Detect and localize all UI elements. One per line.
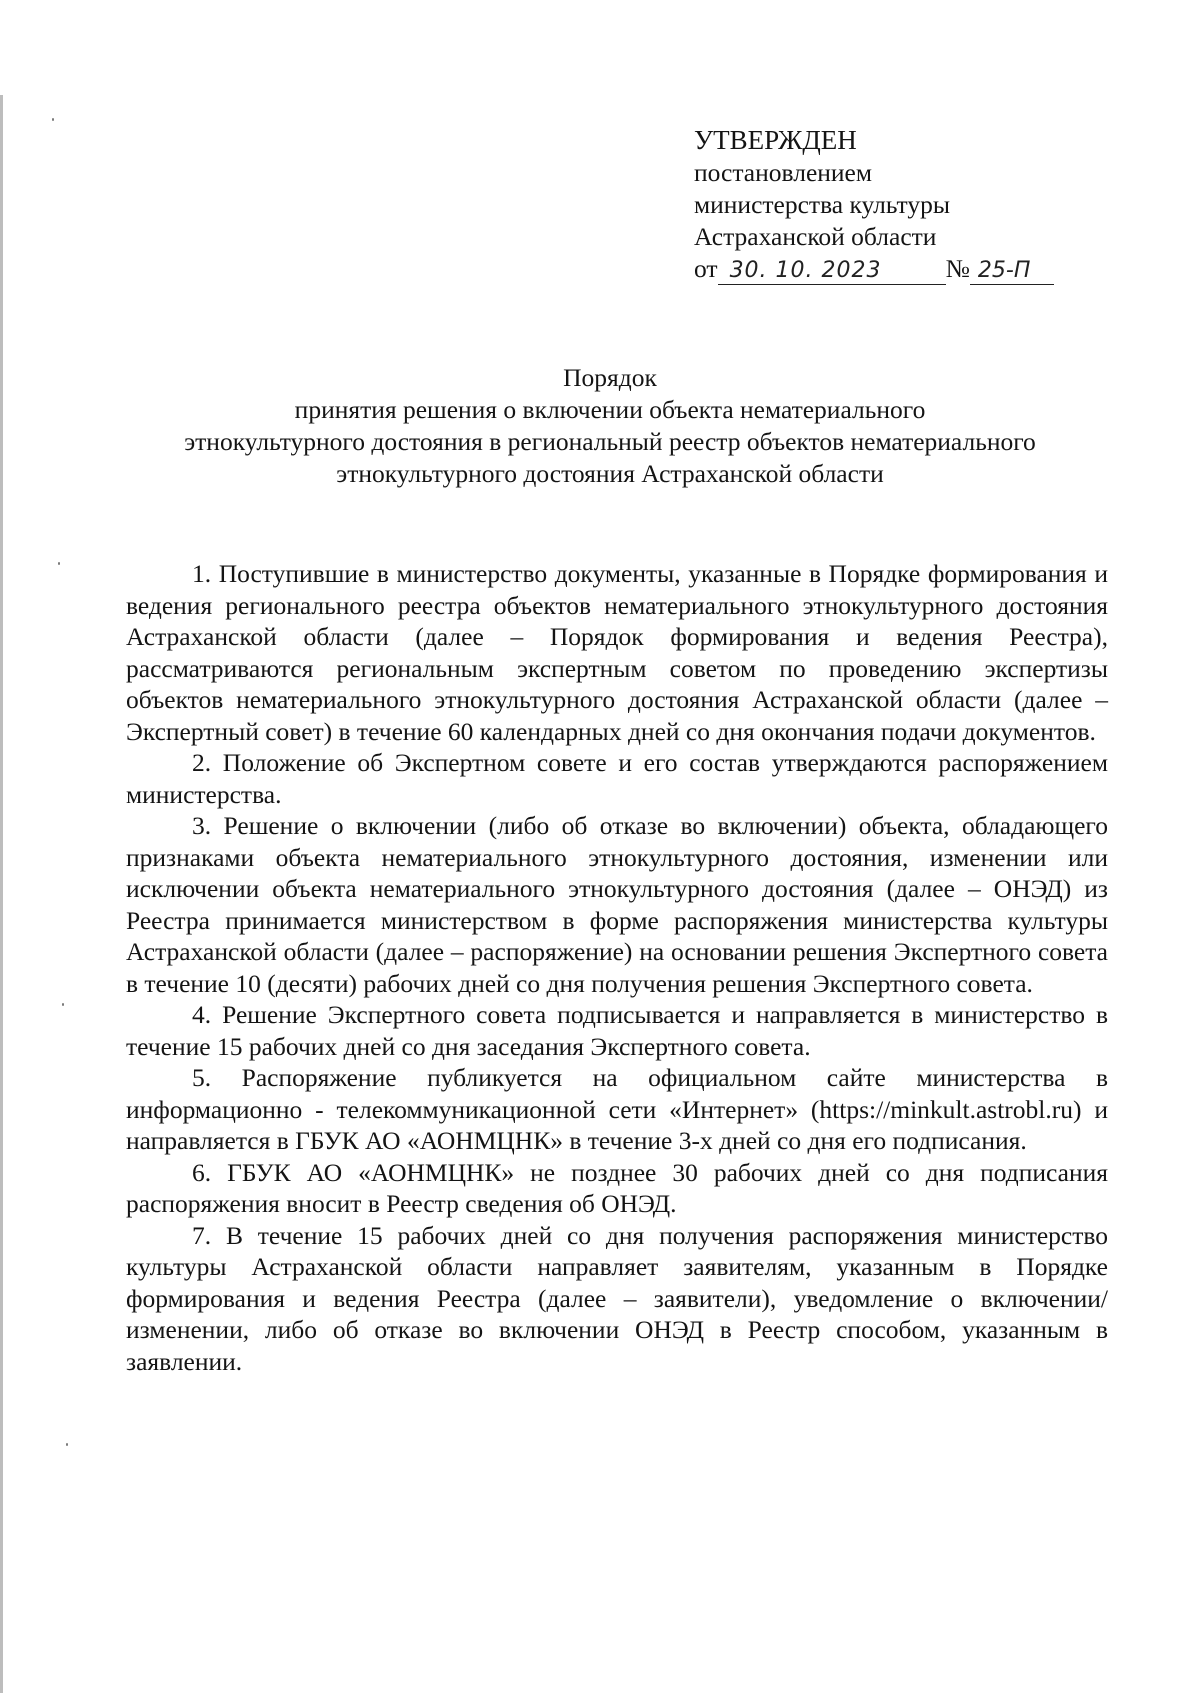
- heading-line: этнокультурного достояния Астраханской области: [336, 459, 884, 488]
- approval-stamp: [694, 124, 1114, 285]
- scan-speck: [66, 1443, 68, 1446]
- scan-speck: [62, 1003, 64, 1006]
- heading-line: принятия решения о включении объекта нематериального: [294, 395, 926, 424]
- heading-title: Порядок: [563, 363, 657, 392]
- handwritten-date: 30. 10. 2023: [718, 258, 946, 285]
- scan-speck: [52, 118, 54, 121]
- approval-title: УТВЕРЖДЕН: [694, 125, 857, 155]
- document-heading: [110, 362, 1110, 490]
- heading-line: этнокультурного достояния в региональный реестр объектов нематериального: [184, 427, 1036, 456]
- paragraph-3: 3. Решение о включении (либо об отказе во включении) объекта, обладающего признаками объекта нематериального этнокультурного достояния, изменении или исключении объекта нематериального этнокультурного достояния (далее – ОНЭД) из Реестра принимается министерством в форме распоряжения министерства культуры Астраханской области (далее – распоряжение) на основании решения Экспертного совета в течение 10 (десяти) рабочих дней со дня получения решения Экспертного совета.: [126, 811, 1108, 998]
- approval-line: постановлением: [694, 158, 873, 187]
- paragraph-4: 4. Решение Экспертного совета подписывается и направляется в министерство в течение 15 рабочих дней со дня заседания Экспертного совета.: [126, 1000, 1108, 1061]
- approval-date-line: [694, 253, 1114, 285]
- date-prefix: от: [694, 254, 718, 283]
- paragraph-5: 5. Распоряжение публикуется на официальном сайте министерства в информационно - телекоммуникационной сети «Интернет» (https://minkult.astrobl.ru) и направляется в ГБУК АО «АОНМЦНК» в течение 3-х дней со дня его подписания.: [126, 1063, 1108, 1155]
- scan-edge: [0, 95, 3, 1693]
- paragraph-6: 6. ГБУК АО «АОНМЦНК» не позднее 30 рабочих дней со дня подписания распоряжения вносит в Реестр сведения об ОНЭД.: [126, 1157, 1108, 1218]
- scan-speck: [58, 562, 60, 565]
- approval-line: министерства культуры: [694, 190, 950, 219]
- document-body: [126, 558, 1108, 1377]
- number-prefix: №: [945, 254, 970, 283]
- paragraph-2: 2. Положение об Экспертном совете и его состав утверждаются распоряжением министерства.: [126, 748, 1108, 809]
- handwritten-number: 25-П: [970, 258, 1054, 285]
- paragraph-7: 7. В течение 15 рабочих дней со дня получения распоряжения министерство культуры Астраханской области направляет заявителям, указанным в Порядке формирования и ведения Реестра (далее – заявители), уведомление о включении/изменении, либо об отказе во включении ОНЭД в Реестр способом, указанным в заявлении.: [126, 1220, 1108, 1376]
- paragraph-1: 1. Поступившие в министерство документы, указанные в Порядке формирования и ведения регионального реестра объектов нематериального этнокультурного достояния Астраханской области (далее – Порядок формирования и ведения Реестра), рассматриваются региональным экспертным советом по проведению экспертизы объектов нематериального этнокультурного достояния Астраханской области (далее – Экспертный совет) в течение 60 календарных дней со дня окончания подачи документов.: [126, 559, 1108, 746]
- approval-line: Астраханской области: [694, 222, 937, 251]
